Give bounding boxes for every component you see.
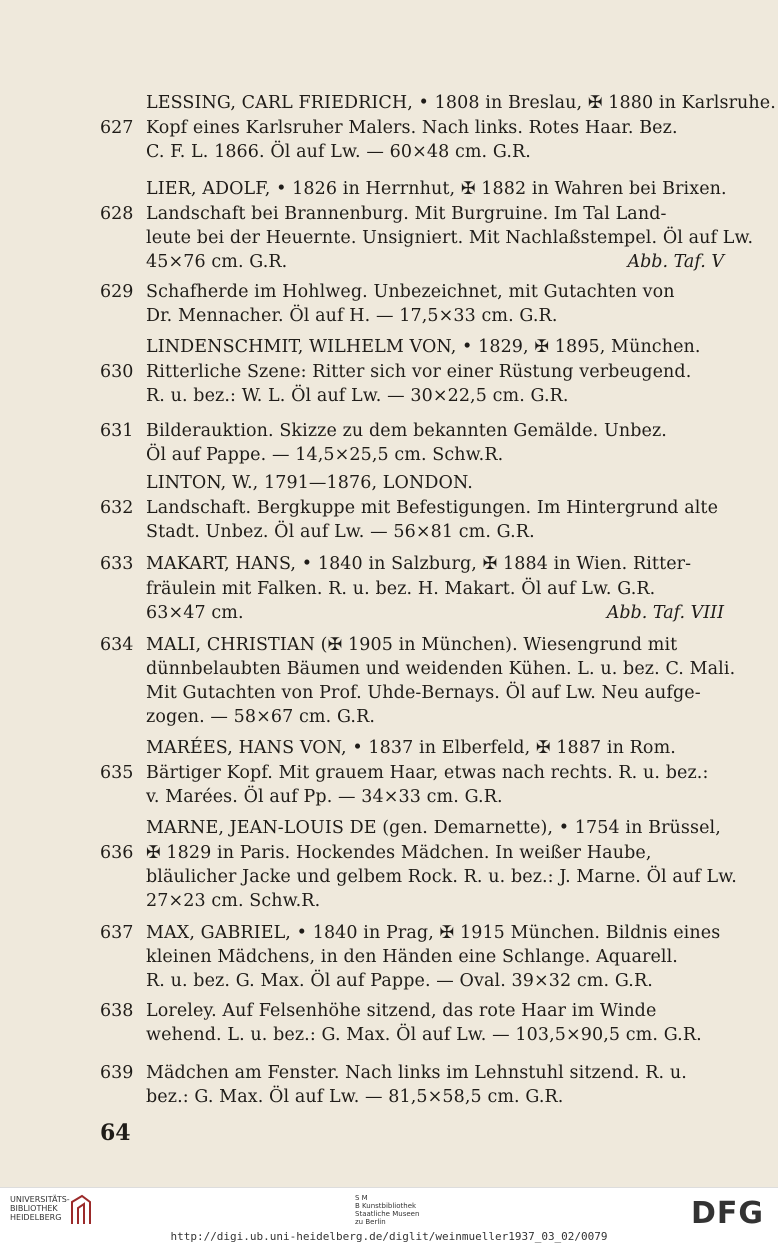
entry-line: 63×47 cm. [146,603,244,623]
university-logo-icon [70,1194,92,1226]
dfg-logo: DFG [690,1196,764,1231]
smb-line-3: Staatliche Museen [355,1210,420,1218]
page-number: 64 [100,1120,131,1146]
lot-number: 639 [100,1063,134,1083]
lot-number: 628 [100,204,134,224]
lot-number: 633 [100,554,134,574]
smb-line-4: zu Berlin [355,1218,386,1226]
entry-line: Dr. Mennacher. Öl auf H. — 17,5×33 cm. G.R. [146,306,558,326]
lot-number: 638 [100,1001,134,1021]
entry-line: v. Marées. Öl auf Pp. — 34×33 cm. G.R. [146,787,503,807]
entry-line: dünnbelaubten Bäumen und weidenden Kühen. L. u. bez. C. Mali. [146,659,736,679]
lot-number: 635 [100,763,134,783]
entry-line: LIER, ADOLF, • 1826 in Herrnhut, ✠ 1882 in Wahren bei Brixen. [146,179,727,199]
entry-line: wehend. L. u. bez.: G. Max. Öl auf Lw. — 103,5×90,5 cm. G.R. [146,1025,702,1045]
lot-number: 632 [100,498,134,518]
entry-line: leute bei der Heuernte. Unsigniert. Mit Nachlaßstempel. Öl auf Lw. [146,228,754,248]
entry-line: fräulein mit Falken. R. u. bez. H. Makart. Öl auf Lw. G.R. [146,579,656,599]
smb-kunstbibliothek-label [355,1194,419,1226]
lot-number: 630 [100,362,134,382]
entry-line: Kopf eines Karlsruher Malers. Nach links. Rotes Haar. Bez. [146,118,678,138]
entry-line: Bilderauktion. Skizze zu dem bekannten Gemälde. Unbez. [146,421,667,441]
entry-line: Schafherde im Hohlweg. Unbezeichnet, mit Gutachten von [146,282,675,302]
entry-line: LINDENSCHMIT, WILHELM VON, • 1829, ✠ 1895, München. [146,337,701,357]
entry-line: R. u. bez.: W. L. Öl auf Lw. — 30×22,5 cm. G.R. [146,386,569,406]
entry-line: MAKART, HANS, • 1840 in Salzburg, ✠ 1884 in Wien. Ritter- [146,554,692,574]
lot-number: 634 [100,635,134,655]
entry-line: MALI, CHRISTIAN (✠ 1905 in München). Wiesengrund mit [146,635,678,655]
entry-line: Mädchen am Fenster. Nach links im Lehnstuhl sitzend. R. u. [146,1063,687,1083]
entry-line: Bärtiger Kopf. Mit grauem Haar, etwas nach rechts. R. u. bez.: [146,763,709,783]
entry-line: MARÉES, HANS VON, • 1837 in Elberfeld, ✠ 1887 in Rom. [146,738,676,758]
entry-line: Landschaft. Bergkuppe mit Befestigungen. Im Hintergrund alte [146,498,719,518]
entry-line: Stadt. Unbez. Öl auf Lw. — 56×81 cm. G.R. [146,522,535,542]
entry-line: 27×23 cm. Schw.R. [146,891,321,911]
entry-line: C. F. L. 1866. Öl auf Lw. — 60×48 cm. G.R. [146,142,531,162]
entry-line: Öl auf Pappe. — 14,5×25,5 cm. Schw.R. [146,445,504,465]
lot-number: 636 [100,843,134,863]
smb-line-2: B Kunstbibliothek [355,1202,417,1210]
entry-line: Loreley. Auf Felsenhöhe sitzend, das rote Haar im Winde [146,1001,657,1021]
lot-number: 627 [100,118,134,138]
figure-reference-plate-v: Abb. Taf. V [627,252,724,272]
source-url-link[interactable]: http://digi.ub.uni-heidelberg.de/diglit/weinmueller1937_03_02/0079 [170,1230,608,1243]
entry-line: MARNE, JEAN-LOUIS DE (gen. Demarnette), • 1754 in Brüssel, [146,818,721,838]
entry-line: Mit Gutachten von Prof. Uhde-Bernays. Öl auf Lw. Neu aufge- [146,683,701,703]
entry-line: bez.: G. Max. Öl auf Lw. — 81,5×58,5 cm. G.R. [146,1087,564,1107]
entry-line: R. u. bez. G. Max. Öl auf Pappe. — Oval. 39×32 cm. G.R. [146,971,653,991]
entry-line: LINTON, W., 1791—1876, LONDON. [146,473,473,493]
entry-line: ✠ 1829 in Paris. Hockendes Mädchen. In weißer Haube, [146,843,652,863]
entry-line: Ritterliche Szene: Ritter sich vor einer Rüstung verbeugend. [146,362,692,382]
uni-line-1: UNIVERSITÄTS- [10,1195,70,1204]
figure-reference-plate-viii: Abb. Taf. VIII [606,603,724,623]
lot-number: 629 [100,282,134,302]
uni-line-2: BIBLIOTHEK [10,1204,58,1213]
entry-line: zogen. — 58×67 cm. G.R. [146,707,376,727]
smb-line-1: S M [355,1194,368,1202]
university-library-label [10,1195,70,1222]
entry-line: kleinen Mädchens, in den Händen eine Schlange. Aquarell. [146,947,678,967]
entry-line: LESSING, CARL FRIEDRICH, • 1808 in Breslau, ✠ 1880 in Karlsruhe. [146,93,776,113]
entry-line: bläulicher Jacke und gelbem Rock. R. u. bez.: J. Marne. Öl auf Lw. [146,867,737,887]
lot-number: 631 [100,421,134,441]
entry-line: MAX, GABRIEL, • 1840 in Prag, ✠ 1915 München. Bildnis eines [146,923,721,943]
entry-line: 45×76 cm. G.R. [146,252,288,272]
entry-line: Landschaft bei Brannenburg. Mit Burgruine. Im Tal Land- [146,204,667,224]
uni-line-3: HEIDELBERG [10,1213,62,1222]
lot-number: 637 [100,923,134,943]
